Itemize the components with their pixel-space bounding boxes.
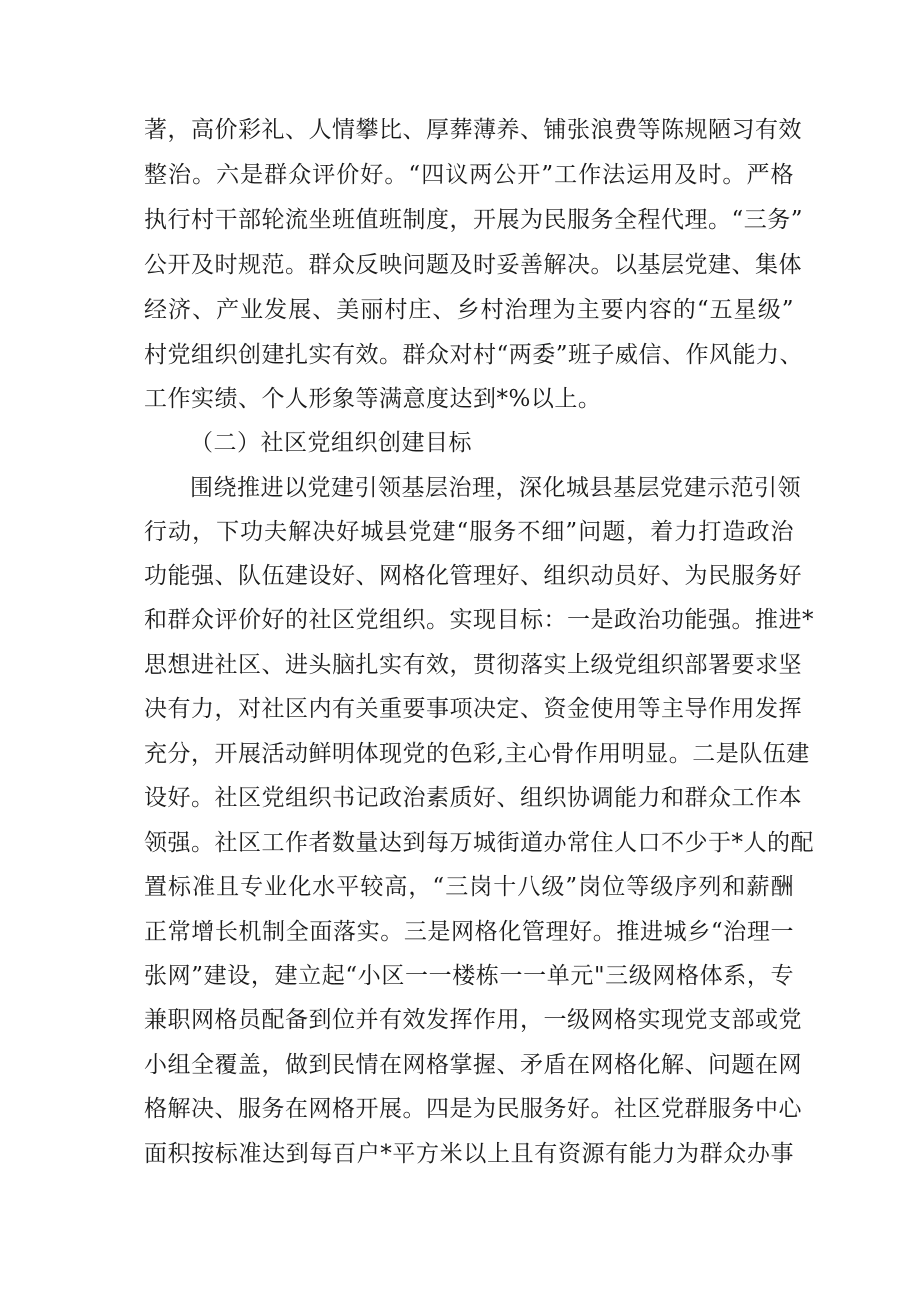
text-line: 整治。六是群众评价好。“四议两公开”工作法运用及时。严格 bbox=[144, 162, 794, 188]
section-heading: （二）社区党组织创建目标 bbox=[190, 430, 472, 456]
text-line: 充分，开展活动鲜明体现党的色彩,主心骨作用明显。二是队伍建 bbox=[144, 741, 810, 767]
text-line: 工作实绩、个人形象等满意度达到*%以上。 bbox=[144, 386, 602, 412]
text-line: 功能强、队伍建设好、网格化管理好、组织动员好、为民服务好 bbox=[144, 563, 802, 589]
text-line: 著，高价彩礼、人情攀比、厚葬薄养、铺张浪费等陈规陋习有效 bbox=[144, 117, 802, 143]
text-line: 兼职网格员配备到位并有效发挥作用，一级网格实现党支部或党 bbox=[144, 1007, 802, 1033]
text-line: 正常增长机制全面落实。三是网格化管理好。推进城乡“治理一 bbox=[144, 919, 794, 945]
text-line: 格解决、服务在网格开展。四是为民服务好。社区党群服务中心 bbox=[144, 1096, 802, 1122]
text-line: 小组全覆盖，做到民情在网格掌握、矛盾在网格化解、问题在网 bbox=[144, 1052, 802, 1078]
text-line: 置标准且专业化水平较高，“三岗十八级”岗位等级序列和薪酬 bbox=[144, 874, 794, 900]
text-line: 决有力，对社区内有关重要事项决定、资金使用等主导作用发挥 bbox=[144, 696, 802, 722]
text-line: 公开及时规范。群众反映问题及时妥善解决。以基层党建、集体 bbox=[144, 252, 802, 278]
text-line: 经济、产业发展、美丽村庄、乡村治理为主要内容的“五星级” bbox=[144, 297, 794, 323]
text-line: 行动，下功夫解决好城县党建“服务不细”问题，着力打造政治 bbox=[144, 519, 794, 545]
text-line: 设好。社区党组织书记政治素质好、组织协调能力和群众工作本 bbox=[144, 785, 802, 811]
text-line: 张网”建设，建立起“小区一一楼栋一一单元"三级网格体系，专 bbox=[144, 963, 794, 989]
text-line: 执行村干部轮流坐班值班制度，开展为民服务全程代理。“三务” bbox=[144, 207, 804, 233]
text-line: 村党组织创建扎实有效。群众对村“两委”班子威信、作风能力、 bbox=[144, 342, 804, 368]
text-line: 围绕推进以党建引领基层治理，深化城县基层党建示范引领 bbox=[190, 475, 801, 501]
text-line: 思想进社区、进头脑扎实有效，贯彻落实上级党组织部署要求坚 bbox=[144, 652, 802, 678]
text-line: 面积按标准达到每百户*平方米以上且有资源有能力为群众办事 bbox=[144, 1141, 794, 1167]
text-line: 和群众评价好的社区党组织。实现目标：一是政治功能强。推进* bbox=[144, 607, 814, 633]
text-line: 领强。社区工作者数量达到每万城街道办常住人口不少于*人的配 bbox=[144, 830, 814, 856]
